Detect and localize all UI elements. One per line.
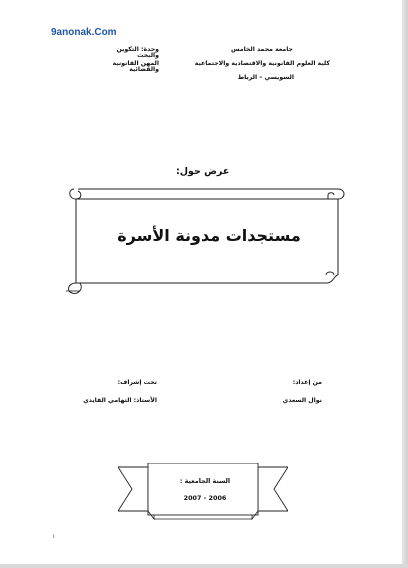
main-title: مستجدات مدونة الأسرة (117, 226, 301, 245)
academic-year-value: 2007 - 2006 (183, 494, 227, 502)
prepared-by-name: نوال السعدي (282, 397, 322, 404)
page-bottom-edge (0, 564, 408, 568)
presentation-intro-label: عرض حول: (176, 166, 230, 177)
faculty-name: كلية العلوم القانونية والاقتصادية والاجتماعية (194, 60, 330, 67)
site-watermark: 9anonak.Com (51, 27, 117, 38)
academic-year-label: السنة الجامعية : (179, 477, 231, 485)
unit-specialty: المهن القانونية والقضائية (112, 60, 159, 74)
year-banner-shape (118, 463, 288, 521)
university-name: جامعة محمد الخامس (231, 46, 293, 53)
prepared-by-label: من إعداد: (292, 379, 322, 386)
page-right-edge (402, 0, 408, 568)
research-unit: وحدة: التكوين والبحث (116, 46, 159, 60)
supervisor-label: تحت إشراف: (117, 379, 157, 386)
supervisor-name: الأستاذ: التهامي القايدي (83, 397, 157, 404)
page-marker: ı (53, 533, 55, 540)
campus-location: السويسي – الرباط (237, 74, 294, 81)
